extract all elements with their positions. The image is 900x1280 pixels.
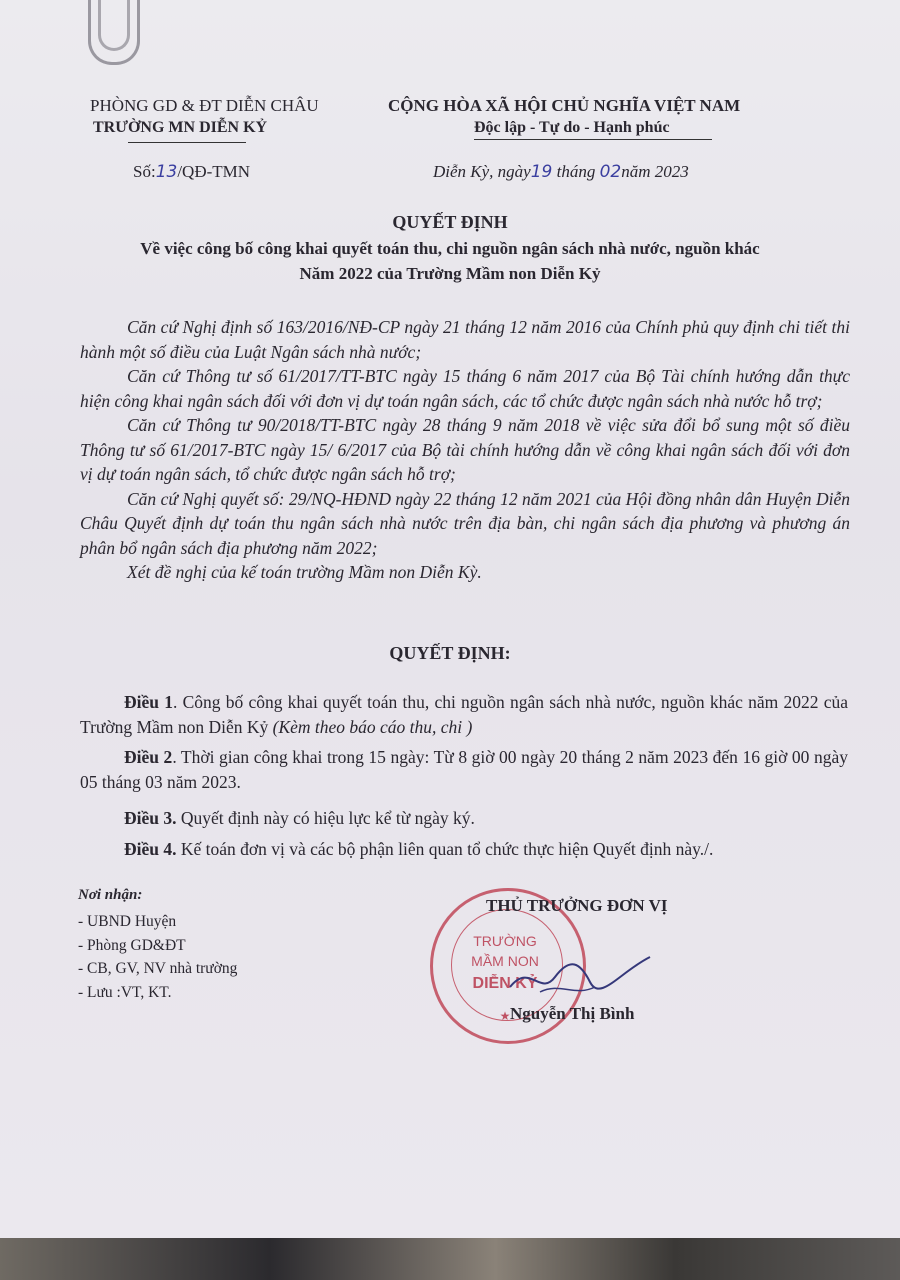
recipients-list: [78, 910, 237, 1004]
seal-line2: MẦM NON: [471, 953, 539, 969]
table-background: [0, 1238, 900, 1280]
article-2-label: Điều 2: [124, 747, 173, 767]
paper-clip-inner-icon: [98, 0, 130, 51]
number-suffix: /QĐ-TMN: [177, 162, 251, 181]
date-month-label: tháng: [556, 162, 596, 181]
recipient-item: - Phòng GD&ĐT: [78, 936, 186, 954]
article-1-label: Điều 1: [124, 692, 173, 712]
basis-3: Căn cứ Thông tư 90/2018/TT-BTC ngày 28 tháng 9 năm 2018 về việc sửa đổi bổ sung một số điều Thông tư số 61/2017-BTC ngày 15/ 6/2017 của Bộ tài chính hướng dẫn về công khai ngân sách đối với đơn vị dự toán ngân sách, tổ chức được ngân sách hỗ trợ;: [80, 415, 850, 484]
document-date: [433, 162, 689, 182]
recipient-item: - Lưu :VT, KT.: [78, 983, 172, 1001]
article-4: [80, 837, 848, 862]
seal-line1: TRƯỜNG: [473, 933, 537, 949]
article-1-note: (Kèm theo báo cáo thu, chi ): [272, 716, 473, 737]
header-right-divider: [474, 139, 712, 140]
date-day: 19: [530, 162, 553, 182]
document-number: [133, 162, 250, 182]
article-4-label: Điều 4.: [124, 838, 177, 859]
article-3: [80, 806, 848, 831]
recipients-title: Nơi nhận:: [78, 887, 143, 903]
article-3-text: Quyết định này có hiệu lực kể từ ngày ký.: [176, 808, 475, 828]
school-name: TRƯỜNG MN DIỄN KỶ: [93, 119, 268, 136]
header-left-divider: [128, 142, 246, 143]
date-prefix: Diễn Kỳ, ngày: [433, 162, 531, 181]
document-subject-line1: Về việc công bố công khai quyết toán thu, chi nguồn ngân sách nhà nước, nguồn khác: [140, 239, 760, 258]
signer-name: Nguyễn Thị Bình: [510, 1004, 635, 1023]
article-1-text: . Công bố công khai quyết toán thu, chi nguồn ngân sách nhà nước, nguồn khác năm 2022 của Trường Mầm non Diễn Kỷ: [80, 692, 849, 737]
document-title: QUYẾT ĐỊNH: [392, 212, 508, 232]
article-3-label: Điều 3.: [124, 808, 177, 828]
country-name: CỘNG HÒA XÃ HỘI CHỦ NGHĨA VIỆT NAM: [388, 96, 741, 115]
seal-line3: DIỄN KỶ: [472, 975, 538, 992]
basis-2: Căn cứ Thông tư số 61/2017/TT-BTC ngày 15 tháng 6 năm 2017 của Bộ Tài chính hướng dẫn thực hiện công khai ngân sách đối với đơn vị dự toán ngân sách, các tổ chức được ngân sách nhà nước hỗ trợ;: [80, 366, 850, 411]
legal-bases: [80, 315, 850, 585]
decision-heading: QUYẾT ĐỊNH:: [389, 643, 511, 663]
date-month: 02: [599, 162, 622, 182]
basis-4: Căn cứ Nghị quyết số: 29/NQ-HĐND ngày 22 tháng 12 năm 2021 của Hội đồng nhân dân Huyện Diễn Châu Quyết định dự toán thu ngân sách nhà nước trên địa bàn, chi ngân sách địa phương và phương án phân bổ ngân sách địa phương năm 2022;: [80, 488, 850, 558]
recipient-item: - CB, GV, NV nhà trường: [78, 960, 238, 977]
agency-name: PHÒNG GD & ĐT DIỄN CHÂU: [90, 96, 319, 115]
national-motto: Độc lập - Tự do - Hạnh phúc: [474, 119, 670, 136]
article-1: [80, 690, 848, 739]
seal-star-icon: ★: [499, 1009, 511, 1023]
document-subject-line2: Năm 2022 của Trường Mầm non Diễn Kỷ: [299, 264, 601, 283]
handwritten-signature: [500, 942, 660, 1012]
article-4-text: Kế toán đơn vị và các bộ phận liên quan tổ chức thực hiện Quyết định này./.: [176, 838, 714, 859]
articles: [80, 690, 848, 867]
number-handwritten: 13: [155, 162, 178, 182]
number-prefix: Số:: [133, 162, 156, 181]
basis-1: Căn cứ Nghị định số 163/2016/NĐ-CP ngày 21 tháng 12 năm 2016 của Chính phủ quy định chi tiết thi hành một số điều của Luật Ngân sách nhà nước;: [80, 317, 850, 362]
article-2: [80, 745, 848, 794]
article-2-text: . Thời gian công khai trong 15 ngày: Từ 8 giờ 00 ngày 20 tháng 2 năm 2023 đến 16 giờ 00 ngày 05 tháng 03 năm 2023.: [80, 747, 849, 792]
recipient-item: - UBND Huyện: [78, 913, 177, 930]
basis-5: Xét đề nghị của kế toán trường Mầm non Diễn Kỳ.: [127, 562, 482, 582]
date-year: năm 2023: [621, 162, 689, 181]
signer-title: THỦ TRƯỞNG ĐƠN VỊ: [486, 896, 668, 915]
